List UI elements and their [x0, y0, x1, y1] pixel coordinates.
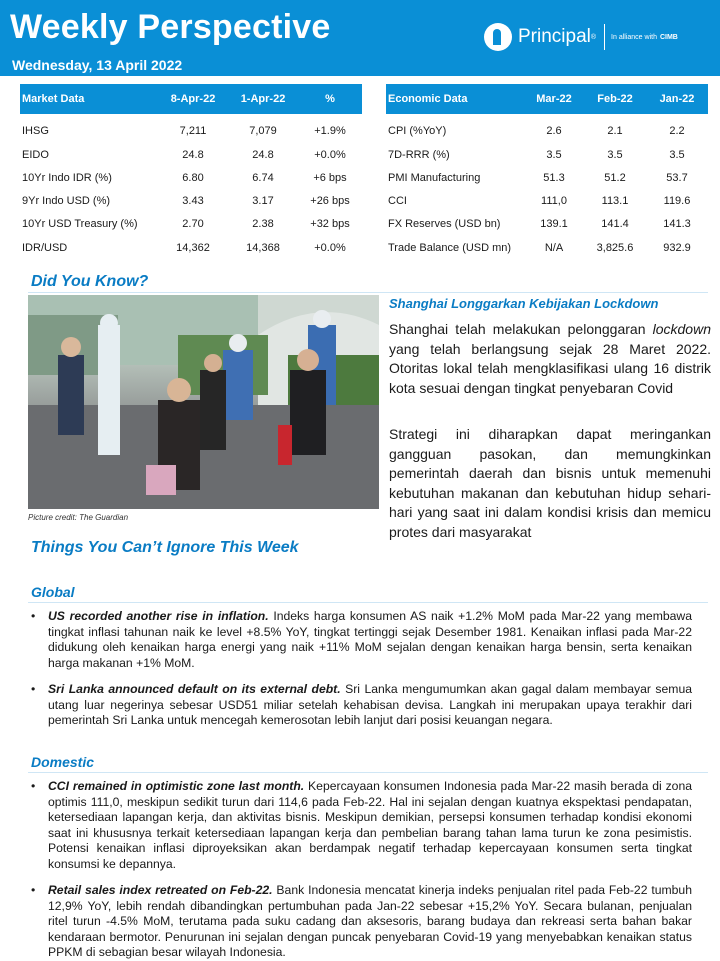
table-cell: 2.70: [182, 218, 204, 231]
table-cell: +0.0%: [314, 148, 346, 161]
photo-credit: Picture credit: The Guardian: [28, 513, 129, 522]
principal-logo: [484, 20, 678, 54]
table-cell: 932.9: [663, 241, 691, 254]
table-cell: 51.2: [604, 171, 626, 184]
table-cell: 53.7: [666, 171, 688, 184]
publication-date: Wednesday, 13 April 2022: [12, 57, 183, 73]
table-cell: 111,0: [541, 195, 567, 208]
table-header-row: [386, 84, 708, 114]
cimb-logo: CIMB: [659, 33, 678, 41]
table-cell: FX Reserves (USD bn): [388, 218, 501, 231]
things-heading: Things You Can’t Ignore This Week: [31, 539, 299, 556]
story-paragraph: [389, 320, 711, 398]
did-you-know-heading: Did You Know?: [31, 273, 149, 290]
news-bullet: [31, 883, 692, 961]
bullet-icon: •: [31, 682, 36, 696]
table-cell: 141.3: [663, 218, 691, 231]
news-bullet: [31, 779, 692, 873]
table-header-cell: Market Data: [20, 84, 158, 114]
section-divider: [28, 292, 708, 293]
story-emphasis: lockdown: [652, 321, 711, 337]
bullet-text: Indeks harga konsumen AS naik +1.2% MoM pada Mar-22 yang membawa tingkat inflasi tahunan naik ke level +8.5% YoY, tingkat tertinggi sejak Desember 1981. Kenaikan inflasi pada Mar-22 didukung oleh kenaikan harga energi yang naik +11% MoM sejalan dengan kenaikan harga bensin, serta kenaikan harga makanan +1% MoM.: [48, 609, 692, 670]
bullet-lead: Sri Lanka announced default on its external debt.: [48, 682, 341, 696]
table-cell: 24.8: [252, 148, 274, 161]
table-row: [386, 230, 708, 253]
table-header-cell: Economic Data: [386, 84, 524, 114]
table-header-cell: 8-Apr-22: [158, 84, 228, 114]
table-cell: 7,211: [179, 125, 207, 138]
table-row: [386, 137, 708, 160]
table-cell: 24.8: [182, 148, 204, 161]
table-cell: CCI: [388, 195, 407, 208]
global-heading: Global: [31, 584, 75, 600]
table-header-cell: 1-Apr-22: [228, 84, 298, 114]
page-title: Weekly Perspective: [10, 8, 331, 46]
table-cell: 10Yr Indo IDR (%): [22, 171, 112, 184]
bullet-lead: CCI remained in optimistic zone last month.: [48, 779, 305, 793]
table-row: [20, 161, 362, 184]
domestic-heading: Domestic: [31, 754, 95, 770]
table-header-cell: Feb-22: [584, 84, 646, 114]
table-header-cell: %: [298, 84, 362, 114]
story-text: yang telah berlangsung sejak 28 Maret 2022. Otoritas lokal telah mengklasifikasi ulang 16 distrik kota sesuai dengan tingkat penyebaran Covid: [389, 340, 711, 396]
table-cell: 3.5: [546, 148, 562, 161]
news-photo-illustration: [28, 295, 379, 509]
table-cell: +26 bps: [310, 195, 350, 208]
table-header-row: [20, 84, 362, 114]
alliance-text: In alliance with: [611, 33, 657, 41]
table-cell: 2.38: [252, 218, 274, 231]
logo-divider: [604, 24, 605, 50]
table-cell: +6 bps: [313, 171, 347, 184]
table-cell: 2.2: [669, 125, 685, 138]
table-cell: IHSG: [22, 125, 49, 138]
table-row: [386, 207, 708, 230]
section-divider: [28, 602, 708, 603]
table-cell: 7,079: [249, 125, 277, 138]
table-cell: +32 bps: [310, 218, 350, 231]
news-photo: [28, 295, 379, 509]
story-text: Shanghai telah melakukan pelonggaran: [389, 321, 653, 337]
table-cell: 14,368: [246, 241, 280, 254]
table-row: [20, 207, 362, 230]
table-cell: CPI (%YoY): [388, 125, 447, 138]
table-cell: 10Yr USD Treasury (%): [22, 218, 138, 231]
table-cell: 3.5: [669, 148, 685, 161]
table-cell: 2.6: [546, 125, 562, 138]
news-bullet: [31, 609, 692, 671]
bullet-icon: •: [31, 609, 36, 623]
table-cell: 119.6: [663, 195, 691, 208]
story-paragraph: Strategi ini diharapkan dapat meringankan gangguan pasokan, dan memungkinkan pemerintah daerah dan bisnis untuk memenuhi kebutuhan makanan dan kebutuhan hidup sehari-hari yang saat ini dalam kondisi krisis dan memicu protes dari masyarakat: [389, 426, 711, 540]
table-cell: 2.1: [607, 125, 623, 138]
bullet-icon: •: [31, 779, 36, 793]
table-cell: N/A: [544, 241, 564, 254]
bullet-text: Bank Indonesia mencatat kinerja indeks penjualan ritel pada Feb-22 tumbuh 12,9% YoY, lebih rendah dibandingkan pertumbuhan pada Jan-22 sebesar +15,2% YoY. Secara bulanan, penjualan ritel turun -4.5% MoM, terutama pada suku cadang dan aksesoris, barang budaya dan rekreasi serta bahan bakar kendaraan bermotor. Penurunan ini sejalan dengan puncak penyebaran Covid-19 yang menyebabkan kenaikan status PPKM di sebagian besar wilayah Indonesia.: [48, 883, 692, 960]
table-cell: 7D-RRR (%): [388, 148, 450, 161]
table-cell: 51.3: [543, 171, 565, 184]
table-row: [20, 184, 362, 207]
market-data-table: [20, 84, 362, 254]
table-header-cell: Mar-22: [524, 84, 584, 114]
table-row: [386, 161, 708, 184]
table-cell: 3.43: [182, 195, 204, 208]
economic-data-table: [386, 84, 708, 254]
table-cell: 3.5: [607, 148, 623, 161]
table-cell: 6.80: [182, 171, 204, 184]
registered-mark: ®: [590, 33, 597, 41]
table-row: [386, 184, 708, 207]
bullet-lead: US recorded another rise in inflation.: [48, 609, 269, 623]
table-cell: 3.17: [252, 195, 274, 208]
bullet-lead: Retail sales index retreated on Feb-22.: [48, 883, 273, 897]
table-row: [20, 230, 362, 253]
table-cell: 141.4: [601, 218, 629, 231]
table-cell: 6.74: [252, 171, 274, 184]
table-cell: 3,825.6: [596, 241, 634, 254]
table-cell: IDR/USD: [22, 241, 68, 254]
table-cell: EIDO: [22, 148, 49, 161]
table-row: [20, 114, 362, 137]
table-header-cell: Jan-22: [646, 84, 708, 114]
table-cell: +1.9%: [314, 125, 346, 138]
table-cell: 9Yr Indo USD (%): [22, 195, 111, 208]
table-cell: Trade Balance (USD mn): [388, 241, 512, 254]
bullet-icon: •: [31, 883, 36, 897]
table-cell: 113.1: [601, 195, 629, 208]
table-cell: 14,362: [176, 241, 210, 254]
principal-logo-icon: [484, 23, 512, 51]
table-cell: PMI Manufacturing: [388, 171, 481, 184]
bullet-text: Kepercayaan konsumen Indonesia pada Mar-22 masih berada di zona optimis 111,0, meskipun sedikit turun dari 114,6 pada Feb-22. Hal ini sejalan dengan kuatnya ekspektasi pendapatan, ketersediaan lapangan kerja, dan aktivitas bisnis. Meskipun demikian, persepsi konsumen terhadap kondisi ekonomi saat ini khususnya terkait ketersediaan lapangan kerja dan pembelian barang tahan lama turun ke zona pesimistis. Potensi kenaikan inflasi diproyeksikan akan berdampak negatif terhadap kepercayaan konsumen serta tingkat konsumsi ke depannya.: [48, 779, 692, 871]
table-cell: 139.1: [540, 218, 568, 231]
section-divider: [28, 772, 708, 773]
brand-name: Principal: [518, 26, 591, 47]
bullet-text: Sri Lanka mengumumkan akan gagal dalam membayar semua utang luar negerinya sebesar USD51 miliar setelah kehabisan devisa. Langkah ini merupakan upaya terakhir dari pemerintah Sri Lanka untuk mencegah kemerosotan lebih lanjut dari posisi keuangan negara.: [48, 682, 692, 728]
table-cell: +0.0%: [314, 241, 346, 254]
table-row: [386, 114, 708, 137]
news-bullet: [31, 682, 692, 729]
story-title: Shanghai Longgarkan Kebijakan Lockdown: [389, 296, 659, 311]
table-row: [20, 137, 362, 160]
header-banner: [0, 0, 720, 76]
